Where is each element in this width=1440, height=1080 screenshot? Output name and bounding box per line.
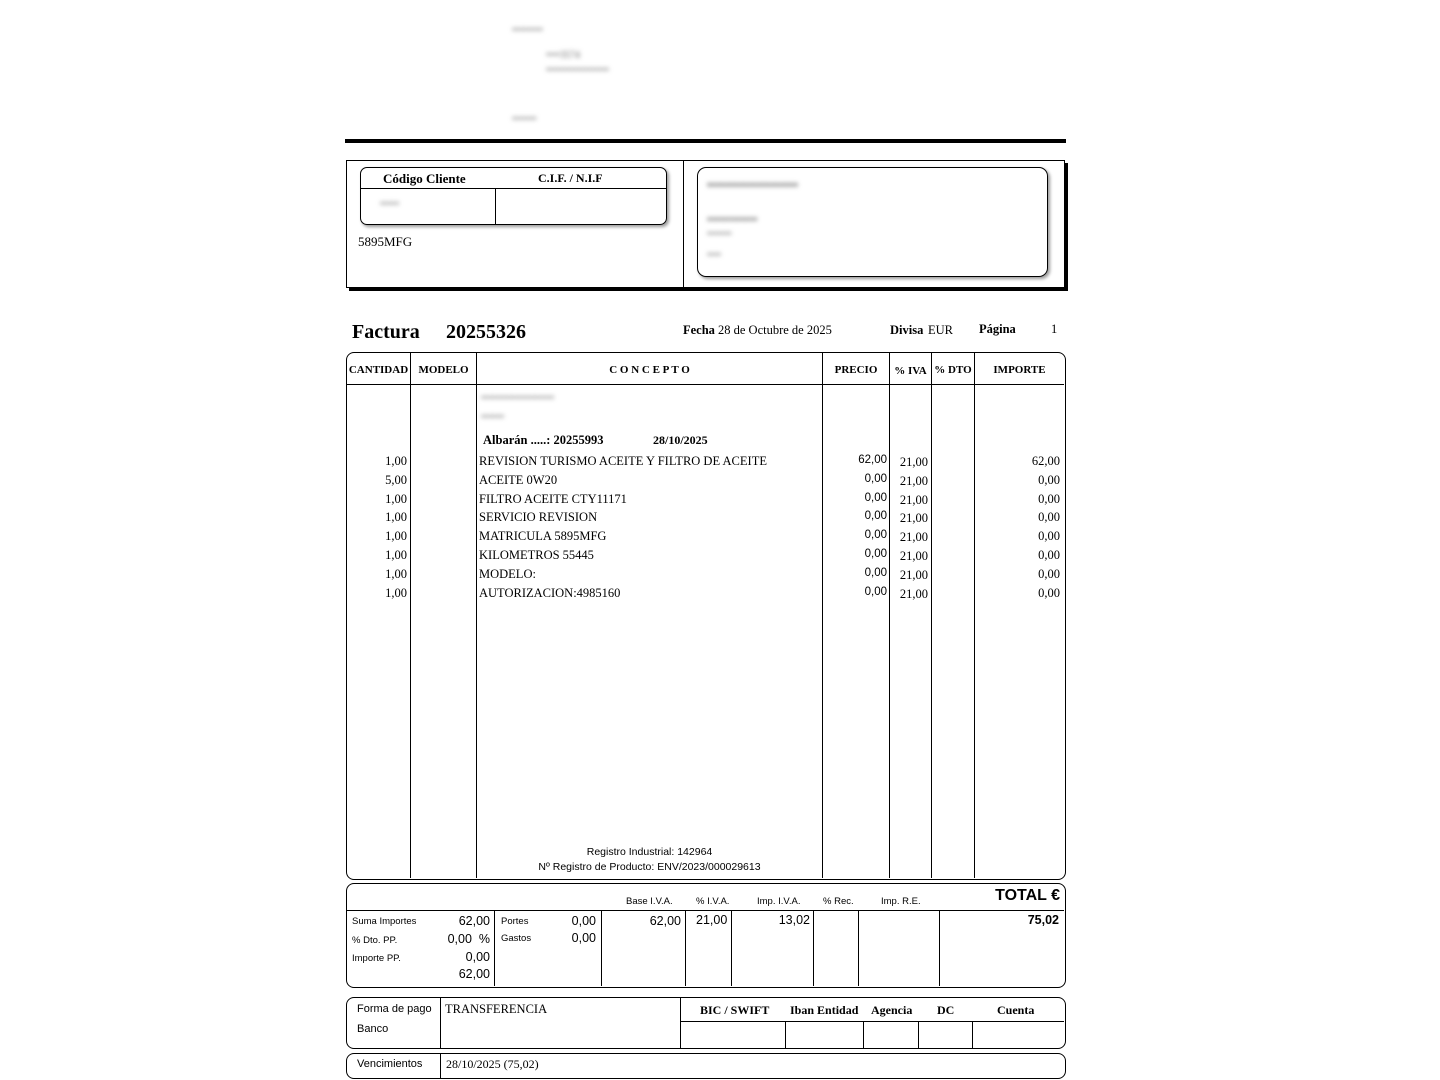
row-iva: 21,00: [899, 568, 928, 582]
forma-pago-label: Forma de pago: [357, 1003, 432, 1015]
vehicle-plate: 5895MFG: [358, 234, 413, 249]
divisa-value: EUR: [928, 323, 953, 337]
suma-importes-value: 62,00: [458, 914, 490, 928]
imp-re-label: Imp. R.E.: [881, 896, 921, 907]
row-precio: 0,00: [864, 492, 887, 504]
concept-blurred-line: •••••••••••••••••••: [481, 392, 555, 404]
row-precio: 0,00: [864, 510, 887, 522]
row-cantidad: 5,00: [385, 473, 407, 487]
row-concepto: FILTRO ACEITE CTY11171: [479, 492, 627, 506]
subtotal-value: 62,00: [458, 967, 490, 981]
imp-iva-value: 13,02: [778, 913, 810, 927]
totals-divider: [494, 910, 495, 986]
pct-iva-value: 21,00: [696, 913, 728, 927]
imp-iva-label: Imp. I.V.A.: [757, 896, 801, 907]
header-importe: IMPORTE: [993, 364, 1046, 376]
payment-divider: [972, 1021, 973, 1048]
row-cantidad: 1,00: [385, 454, 407, 468]
payment-divider: [785, 1021, 786, 1048]
row-cantidad: 1,00: [385, 510, 407, 524]
totals-divider: [858, 910, 859, 986]
cuenta-label: Cuenta: [997, 1003, 1035, 1017]
header-cantidad: CANTIDAD: [348, 364, 409, 376]
agencia-label: Agencia: [871, 1003, 913, 1017]
payment-divider: [863, 1021, 864, 1048]
client-divider: [683, 160, 684, 287]
row-iva: 21,00: [899, 511, 928, 525]
base-iva-value: 62,00: [649, 914, 681, 928]
vencimientos-label: Vencimientos: [357, 1058, 423, 1070]
divisa-label: Divisa: [890, 323, 924, 337]
row-importe: 0,00: [1038, 510, 1060, 524]
total-label: TOTAL €: [995, 887, 1060, 904]
pct-rec-label: % Rec.: [823, 896, 854, 907]
pagina-label: Página: [979, 322, 1016, 336]
row-cantidad: 1,00: [385, 548, 407, 562]
client-province-blurred: ••••: [707, 250, 722, 261]
row-precio: 0,00: [864, 473, 887, 485]
row-cantidad: 1,00: [385, 567, 407, 581]
registro-producto: Nº Registro de Producto: ENV/2023/000029613: [538, 861, 761, 873]
registro-industrial: Registro Industrial: 142964: [586, 846, 713, 858]
albaran-label: Albarán .....: 20255993: [483, 433, 604, 447]
codigo-cliente-label: Código Cliente: [383, 171, 466, 186]
company-extra-blurred: •••••••: [512, 114, 537, 125]
dto-pp-label: % Dto. PP.: [352, 935, 398, 946]
table-header-divider: [347, 384, 1064, 385]
gastos-value: 0,00: [571, 931, 596, 945]
row-precio: 62,00: [858, 454, 887, 466]
totals-divider: [731, 910, 732, 986]
row-concepto: AUTORIZACION:4985160: [479, 586, 621, 600]
row-precio: 0,00: [864, 529, 887, 541]
row-iva: 21,00: [899, 455, 928, 469]
vencimientos-value: 28/10/2025 (75,02): [446, 1057, 539, 1071]
albaran-date: 28/10/2025: [653, 433, 708, 447]
row-importe: 0,00: [1038, 567, 1060, 581]
company-address-blurred: ••••••••••••••••••: [546, 65, 610, 76]
row-iva: 21,00: [899, 549, 928, 563]
row-concepto: ACEITE 0W20: [479, 473, 558, 487]
row-precio: 0,00: [864, 586, 887, 598]
header-divider: [345, 139, 1066, 143]
bic-label: BIC / SWIFT: [700, 1003, 770, 1017]
col-divider: [476, 353, 477, 878]
header-modelo: MODELO: [418, 364, 469, 376]
row-cantidad: 1,00: [385, 586, 407, 600]
importe-pp-value: 0,00: [465, 950, 490, 964]
client-name-blurred: ••••••••••••••••••••: [707, 177, 799, 192]
payment-divider: [680, 997, 681, 1048]
row-concepto: MATRICULA 5895MFG: [479, 529, 607, 543]
gastos-label: Gastos: [501, 933, 532, 944]
totals-header-divider: [347, 910, 1064, 911]
row-concepto: SERVICIO REVISION: [479, 510, 598, 524]
header-precio: PRECIO: [834, 364, 878, 376]
row-concepto: REVISION TURISMO ACEITE Y FILTRO DE ACEITE: [479, 454, 767, 468]
col-divider: [889, 353, 890, 878]
fecha-value: 28 de Octubre de 2025: [718, 323, 832, 337]
fecha-label: Fecha: [683, 323, 715, 337]
payment-divider: [440, 997, 441, 1048]
concept-blurred-line: ••••••: [481, 411, 505, 423]
items-table: [346, 352, 1066, 880]
row-precio: 0,00: [864, 548, 887, 560]
dto-pp-value: 0,00 %: [447, 932, 490, 946]
pct-iva-label: % I.V.A.: [696, 896, 730, 907]
col-divider: [974, 353, 975, 878]
codigo-cliente-value: •••••: [380, 198, 400, 210]
company-name-blurred: ••••••••: [512, 24, 543, 36]
col-divider: [410, 353, 411, 878]
total-value: 75,02: [1027, 913, 1059, 927]
row-iva: 21,00: [899, 493, 928, 507]
pagina-value: 1: [1051, 322, 1058, 336]
row-concepto: KILOMETROS 55445: [479, 548, 594, 562]
dc-label: DC: [937, 1003, 955, 1017]
suma-importes-label: Suma Importes: [352, 916, 417, 927]
row-importe: 0,00: [1038, 529, 1060, 543]
base-iva-label: Base I.V.A.: [626, 896, 673, 907]
row-iva: 21,00: [899, 530, 928, 544]
totals-divider: [939, 910, 940, 986]
totals-divider: [685, 910, 686, 986]
header-dto: % DTO: [934, 364, 972, 376]
row-importe: 0,00: [1038, 473, 1060, 487]
row-importe: 0,00: [1038, 548, 1060, 562]
totals-divider: [601, 910, 602, 986]
iban-label: Iban Entidad: [790, 1003, 859, 1017]
header-concepto: C O N C E P T O: [609, 364, 690, 376]
client-city-blurred: •••••••: [707, 229, 732, 240]
company-phone-blurred: ••••3574: [546, 50, 581, 61]
row-precio: 0,00: [864, 567, 887, 579]
portes-value: 0,00: [571, 914, 596, 928]
row-concepto: MODELO:: [479, 567, 536, 581]
row-importe: 0,00: [1038, 492, 1060, 506]
row-iva: 21,00: [899, 474, 928, 488]
importe-pp-label: Importe PP.: [352, 953, 401, 964]
forma-pago-value: TRANSFERENCIA: [445, 1002, 548, 1016]
row-iva: 21,00: [899, 587, 928, 601]
cif-label: C.I.F. / N.I.F: [538, 171, 603, 185]
row-cantidad: 1,00: [385, 492, 407, 506]
vencimientos-divider: [440, 1053, 441, 1078]
banco-label: Banco: [357, 1023, 389, 1035]
invoice-number: 20255326: [446, 321, 526, 343]
client-street-blurred: ••••••••••••: [707, 212, 758, 226]
portes-label: Portes: [501, 916, 529, 927]
col-divider: [822, 353, 823, 878]
row-importe: 62,00: [1031, 454, 1060, 468]
row-importe: 0,00: [1038, 586, 1060, 600]
header-iva: % IVA: [894, 365, 927, 377]
row-cantidad: 1,00: [385, 529, 407, 543]
payment-divider: [918, 1021, 919, 1048]
totals-divider: [813, 910, 814, 986]
col-divider: [931, 353, 932, 878]
factura-label: Factura: [352, 321, 420, 343]
payment-divider: [680, 1021, 1064, 1022]
